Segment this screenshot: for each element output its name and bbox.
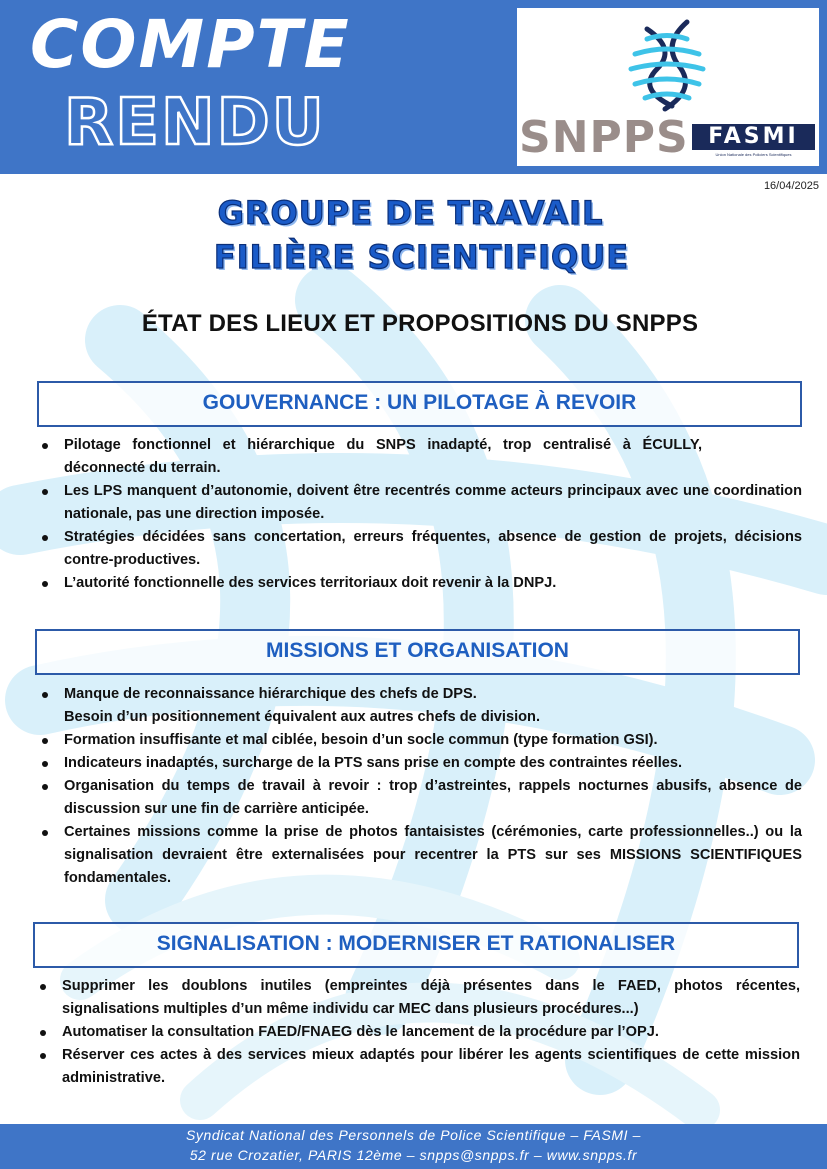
list-item: Manque de reconnaissance hiérarchique des chefs de DPS.: [38, 683, 802, 706]
list-item: Les LPS manquent d’autonomie, doivent être recentrés comme acteurs principaux avec une coordination nationale, pas une direction imposée.: [38, 480, 802, 526]
snpps-logo: [517, 8, 819, 166]
header-title-compte: COMPTE: [30, 6, 351, 83]
list-item: Formation insuffisante et mal ciblée, besoin d’un socle commun (type formation GSI).: [38, 729, 802, 752]
header-banner: [0, 0, 827, 174]
logo-fasmi-subtitle: Union Nationale des Policiers Scientifiques: [715, 152, 792, 157]
footer-banner: [0, 1124, 827, 1169]
section-list-gouvernance: [38, 434, 802, 595]
list-item: L’autorité fonctionnelle des services territoriaux doit revenir à la DNPJ.: [38, 572, 802, 595]
list-item: Besoin d’un positionnement équivalent aux autres chefs de division.: [64, 709, 541, 725]
section-title: SIGNALISATION : MODERNISER ET RATIONALISER: [156, 932, 676, 955]
main-title-line1: GROUPE DE TRAVAIL: [217, 194, 604, 232]
section-title: GOUVERNANCE : UN PILOTAGE À REVOIR: [202, 391, 637, 414]
section-list-missions: [38, 683, 802, 890]
logo-fasmi-text: FASMI: [692, 124, 815, 150]
list-item: Indicateurs inadaptés, surcharge de la PTS sans prise en compte des contraintes réelles.: [38, 752, 802, 775]
list-item: Stratégies décidées sans concertation, erreurs fréquentes, absence de gestion de projets, décisions contre-productives.: [38, 526, 802, 572]
section-list-signalisation: [36, 975, 800, 1090]
list-item: Organisation du temps de travail à revoir : trop d’astreintes, rappels nocturnes abusifs, absence de discussion sur une fin de carrière anticipée.: [38, 775, 802, 821]
list-item: Pilotage fonctionnel et hiérarchique du SNPS inadapté, trop centralisé à ÉCULLY, déconnecté du terrain.: [38, 434, 802, 480]
dna-fingerprint-icon: [617, 14, 717, 114]
list-item: Automatiser la consultation FAED/FNAEG dès le lancement de la procédure par l’OPJ.: [36, 1021, 800, 1044]
list-item: Certaines missions comme la prise de photos fantaisistes (cérémonies, carte professionnelles..) ou la signalisation devraient être externalisées pour recentrer la PTS sur ses MISSIONS SCIENTIFIQUES fondamentales.: [38, 821, 802, 890]
section-header-missions: [35, 629, 800, 675]
footer-organisation: Syndicat National des Personnels de Police Scientifique – FASMI –: [185, 1127, 642, 1143]
footer-contact: 52 rue Crozatier, PARIS 12ème – snpps@snpps.fr – www.snpps.fr: [189, 1147, 638, 1163]
document-date: 16/04/2025: [763, 180, 819, 192]
section-header-signalisation: [33, 922, 799, 968]
logo-snpps-text: SNPPS: [519, 112, 689, 163]
section-header-gouvernance: [37, 381, 802, 427]
subtitle: ÉTAT DES LIEUX ET PROPOSITIONS DU SNPPS: [141, 310, 699, 337]
list-item: Supprimer les doublons inutiles (empreintes déjà présentes dans le FAED, photos récentes, signalisations multiples d’un même individu car MEC dans plusieurs procédures...): [36, 975, 800, 1021]
section-title: MISSIONS ET ORGANISATION: [266, 639, 569, 662]
list-item: Réserver ces actes à des services mieux adaptés pour libérer les agents scientifiques de cette mission administrative.: [36, 1044, 800, 1090]
main-title-line2: FILIÈRE SCIENTIFIQUE: [213, 238, 630, 276]
header-title-rendu: RENDU: [64, 86, 326, 160]
